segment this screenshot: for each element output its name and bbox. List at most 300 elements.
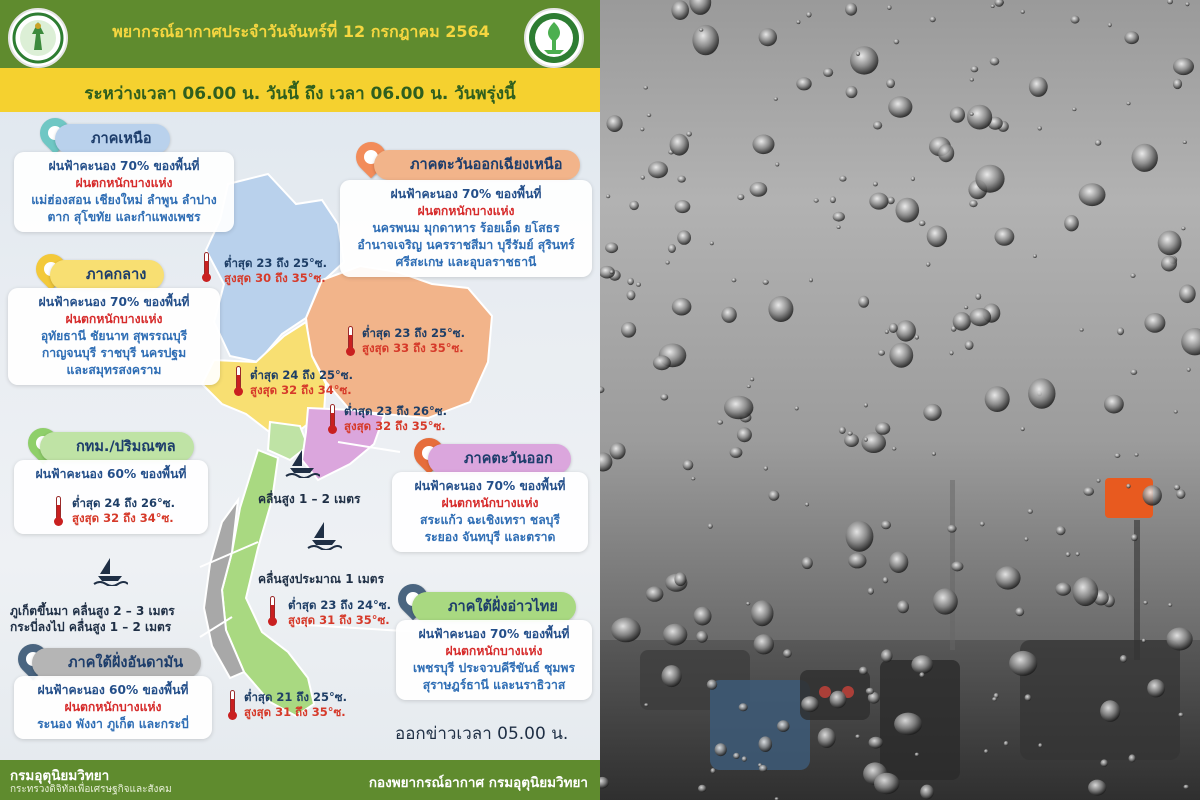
area-list: ตาก สุโขทัย และกำแพงเพชร bbox=[47, 210, 201, 224]
area-list: และสมุทรสงคราม bbox=[66, 363, 162, 377]
raindrop bbox=[866, 688, 874, 695]
raindrop bbox=[923, 404, 941, 421]
raindrop bbox=[1144, 313, 1165, 333]
raindrop bbox=[737, 427, 752, 442]
raindrop bbox=[919, 220, 926, 226]
heavy-rain-note: ฝนตกหนักบางแห่ง bbox=[64, 700, 162, 714]
raindrop bbox=[992, 697, 997, 701]
forecast-box-northeast bbox=[340, 180, 592, 277]
raindrop bbox=[764, 466, 768, 471]
raindrop bbox=[837, 225, 841, 229]
raindrop bbox=[600, 386, 604, 393]
raindrop bbox=[600, 453, 612, 472]
thermometer-icon bbox=[328, 404, 337, 434]
raindrop bbox=[967, 105, 992, 130]
raindrop bbox=[1174, 485, 1180, 491]
raindrop bbox=[627, 278, 634, 285]
boat-icon bbox=[284, 448, 320, 478]
raindrop bbox=[823, 68, 833, 77]
raindrop bbox=[878, 350, 885, 356]
raindrop bbox=[1174, 410, 1178, 414]
raindrop bbox=[796, 77, 811, 90]
rain-chance: ฝนฟ้าคะนอง 70% ของพื้นที่ bbox=[48, 159, 200, 173]
raindrop bbox=[858, 296, 869, 308]
raindrop bbox=[663, 624, 687, 646]
raindrop bbox=[881, 649, 893, 662]
raindrop bbox=[644, 703, 648, 706]
raindrop bbox=[1038, 743, 1042, 747]
temp-low: ต่ำสุด 21 ถึง 25°ซ. bbox=[244, 690, 347, 704]
raindrop bbox=[1100, 759, 1108, 766]
thermometer-icon bbox=[54, 496, 63, 526]
raindrop bbox=[660, 394, 668, 401]
temperature-central bbox=[250, 368, 353, 398]
raindrop bbox=[1056, 526, 1066, 535]
heavy-rain-note: ฝนตกหนักบางแห่ง bbox=[417, 204, 515, 218]
raindrop bbox=[1176, 489, 1185, 499]
raindrop bbox=[1181, 328, 1200, 355]
raindrop bbox=[1132, 144, 1158, 172]
raindrop bbox=[965, 340, 974, 350]
raindrop bbox=[1088, 780, 1106, 796]
raindrop bbox=[668, 244, 676, 253]
rain-chance: ฝนฟ้าคะนอง 60% ของพื้นที่ bbox=[35, 467, 187, 481]
temp-high: สูงสุด 32 ถึง 34°ซ. bbox=[250, 383, 352, 397]
raindrop bbox=[1015, 607, 1024, 616]
raindrop bbox=[1115, 453, 1121, 458]
raindrop bbox=[1130, 369, 1137, 375]
raindrop bbox=[970, 112, 974, 116]
raindrop bbox=[980, 521, 985, 526]
heavy-rain-note: ฝนตกหนักบางแห่ง bbox=[75, 176, 173, 190]
raindrop bbox=[611, 618, 641, 643]
rain-chance: ฝนฟ้าคะนอง 70% ของพื้นที่ bbox=[418, 627, 570, 641]
region-tag-central: ภาคกลาง bbox=[50, 260, 164, 290]
wave-lower-gulf: คลื่นสูงประมาณ 1 เมตร bbox=[258, 572, 385, 586]
thermometer-icon bbox=[228, 690, 237, 720]
raindrop bbox=[692, 25, 719, 55]
raindrop bbox=[896, 320, 916, 341]
raindrop bbox=[814, 198, 819, 202]
heavy-rain-note: ฝนตกหนักบางแห่ง bbox=[445, 644, 543, 658]
raindrop bbox=[1126, 484, 1130, 489]
raindrop bbox=[607, 115, 623, 132]
temperature-south-andaman bbox=[244, 690, 347, 720]
area-list: ระนอง พังงา ภูเก็ต และกระบี่ bbox=[37, 717, 189, 731]
raindrop bbox=[641, 175, 645, 179]
raindrop bbox=[717, 420, 723, 425]
area-list: ระยอง จันทบุรี และตราด bbox=[424, 530, 556, 544]
raindrop bbox=[864, 437, 868, 441]
raindrop bbox=[694, 607, 712, 626]
raindrop bbox=[1072, 108, 1076, 112]
raindrop bbox=[686, 131, 692, 136]
raindrop bbox=[1168, 603, 1172, 607]
raindrop bbox=[897, 600, 909, 613]
raindrop bbox=[796, 20, 800, 24]
department-name: กรมอุตุนิยมวิทยา bbox=[10, 768, 110, 784]
raindrop bbox=[1080, 328, 1084, 332]
raindrop bbox=[777, 720, 789, 732]
raindrop bbox=[801, 696, 819, 712]
raindrop bbox=[742, 756, 747, 761]
raindrop bbox=[636, 282, 641, 287]
raindrop bbox=[1142, 639, 1146, 643]
raindrop bbox=[795, 406, 799, 410]
raindrop bbox=[855, 735, 860, 739]
thermometer-icon bbox=[346, 326, 355, 356]
raindrop bbox=[896, 198, 920, 223]
raindrop bbox=[715, 743, 727, 756]
raindrop bbox=[1095, 140, 1101, 146]
division-name: กองพยากรณ์อากาศ กรมอุตุนิยมวิทยา bbox=[368, 775, 588, 791]
wave-upper-gulf: คลื่นสูง 1 – 2 เมตร bbox=[258, 492, 361, 506]
blue-car-blur bbox=[710, 680, 810, 770]
raindrop bbox=[947, 525, 956, 533]
raindrop bbox=[1120, 655, 1127, 663]
raindrop bbox=[927, 226, 947, 248]
raindrop bbox=[759, 28, 777, 46]
raindrop bbox=[975, 165, 1004, 193]
raindrop bbox=[1187, 367, 1191, 371]
temp-high: สูงสุด 31 ถึง 35°ซ. bbox=[288, 613, 390, 627]
raindrop bbox=[1055, 583, 1071, 596]
raindrop bbox=[990, 57, 1000, 65]
raindrop bbox=[750, 377, 754, 381]
raindrop bbox=[970, 78, 974, 82]
rain-on-windshield-photo bbox=[600, 0, 1200, 800]
raindrop bbox=[1066, 552, 1071, 557]
government-emblem-logo bbox=[8, 8, 68, 68]
area-list: นครพนม มุกดาหาร ร้อยเอ็ด ยโสธร bbox=[372, 221, 560, 235]
raindrop bbox=[751, 600, 774, 626]
raindrop bbox=[1147, 679, 1165, 697]
raindrop bbox=[1004, 741, 1009, 746]
raindrop bbox=[707, 680, 717, 690]
raindrop bbox=[1021, 427, 1025, 431]
raindrop bbox=[610, 443, 626, 460]
raindrop bbox=[926, 262, 930, 267]
temp-low: ต่ำสุด 23 ถึง 25°ซ. bbox=[362, 326, 465, 340]
rain-chance: ฝนฟ้าคะนอง 70% ของพื้นที่ bbox=[414, 479, 566, 493]
raindrop bbox=[995, 566, 1020, 589]
raindrop bbox=[848, 553, 866, 568]
raindrop bbox=[984, 749, 988, 753]
temp-low: ต่ำสุด 23 ถึง 26°ซ. bbox=[344, 404, 447, 418]
temp-high: สูงสุด 32 ถึง 34°ซ. bbox=[72, 511, 174, 525]
raindrop bbox=[640, 127, 644, 131]
raindrop bbox=[1173, 58, 1194, 75]
raindrop bbox=[1076, 552, 1080, 556]
raindrop bbox=[674, 572, 686, 586]
raindrop bbox=[710, 241, 714, 245]
region-tag-south-andaman: ภาคใต้ฝั่งอันดามัน bbox=[32, 648, 201, 678]
raindrop bbox=[711, 768, 716, 774]
raindrop bbox=[1097, 479, 1101, 483]
raindrop bbox=[1179, 285, 1196, 304]
raindrop bbox=[845, 3, 857, 16]
raindrop bbox=[856, 51, 860, 56]
raindrop bbox=[677, 176, 685, 183]
raindrop bbox=[610, 270, 614, 274]
raindrop bbox=[647, 113, 651, 117]
temp-low: ต่ำสุด 24 ถึง 25°ซ. bbox=[250, 368, 353, 382]
raindrop bbox=[1104, 395, 1124, 414]
raindrop bbox=[662, 665, 682, 687]
raindrop bbox=[964, 306, 968, 310]
raindrop bbox=[627, 290, 636, 300]
raindrop bbox=[648, 161, 668, 178]
raindrop bbox=[833, 212, 845, 222]
raindrop bbox=[969, 308, 991, 326]
raindrop bbox=[737, 194, 744, 200]
raindrop bbox=[911, 655, 933, 674]
raindrop bbox=[889, 323, 898, 333]
area-list: สระแก้ว ฉะเชิงเทรา ชลบุรี bbox=[420, 513, 560, 527]
raindrop bbox=[753, 135, 775, 155]
raindrop bbox=[1126, 102, 1130, 106]
raindrop bbox=[830, 691, 847, 709]
raindrop bbox=[1079, 183, 1106, 206]
raindrop bbox=[672, 298, 692, 316]
raindrop bbox=[861, 432, 886, 453]
raindrop bbox=[775, 162, 779, 166]
raindrop bbox=[885, 330, 889, 334]
raindrop bbox=[919, 672, 924, 677]
raindrop bbox=[1167, 0, 1173, 4]
forecast-box-south-gulf bbox=[396, 620, 592, 700]
raindrop bbox=[696, 631, 708, 643]
truck-blur bbox=[1020, 640, 1180, 760]
raindrop bbox=[888, 96, 912, 117]
issued-time: ออกข่าวเวลา 05.00 น. bbox=[395, 724, 569, 744]
raindrop bbox=[629, 201, 639, 210]
raindrop bbox=[724, 396, 753, 420]
region-tag-northeast: ภาคตะวันออกเฉียงเหนือ bbox=[374, 150, 580, 180]
raindrop bbox=[1024, 537, 1028, 541]
raindrop bbox=[868, 588, 874, 595]
temp-high: สูงสุด 33 ถึง 35°ซ. bbox=[362, 341, 464, 355]
raindrop bbox=[1183, 141, 1187, 144]
raindrop bbox=[691, 477, 695, 480]
raindrop bbox=[894, 713, 922, 736]
raindrop bbox=[769, 490, 780, 501]
raindrop bbox=[1173, 79, 1182, 89]
tmd-emblem-logo bbox=[524, 8, 584, 68]
raindrop bbox=[653, 355, 671, 370]
raindrop bbox=[670, 134, 689, 156]
area-list: แม่ฮ่องสอน เชียงใหม่ ลำพูน ลำปาง bbox=[31, 193, 217, 207]
raindrop bbox=[683, 460, 694, 471]
raindrop bbox=[915, 753, 919, 757]
rain-chance: ฝนฟ้าคะนอง 70% ของพื้นที่ bbox=[390, 187, 542, 201]
temp-high: สูงสุด 30 ถึง 35°ซ. bbox=[224, 271, 326, 285]
raindrop bbox=[839, 427, 846, 434]
raindrop bbox=[991, 5, 995, 8]
temp-low: ต่ำสุด 24 ถึง 26°ซ. bbox=[72, 496, 175, 510]
raindrop bbox=[1021, 10, 1025, 14]
raindrop bbox=[859, 667, 868, 675]
raindrop bbox=[750, 182, 768, 197]
raindrop bbox=[873, 121, 882, 129]
ministry-name: กระทรวงดิจิทัลเพื่อเศรษฐกิจและสังคม bbox=[10, 784, 172, 795]
raindrop bbox=[874, 773, 899, 794]
raindrop bbox=[708, 523, 713, 528]
raindrop bbox=[818, 728, 836, 748]
tail-light bbox=[819, 686, 831, 698]
raindrop bbox=[1143, 485, 1162, 505]
raindrop bbox=[889, 551, 908, 573]
raindrop bbox=[938, 144, 954, 162]
raindrop bbox=[875, 422, 890, 435]
thermometer-icon bbox=[234, 366, 243, 396]
raindrop bbox=[1124, 31, 1139, 44]
area-list: อำนาจเจริญ นครราชสีมา บุรีรัมย์ สุรินทร์ bbox=[357, 238, 575, 252]
raindrop bbox=[985, 386, 1010, 412]
wave-andaman-north: ภูเก็ตขึ้นมา คลื่นสูง 2 – 3 เมตร bbox=[10, 604, 175, 618]
raindrop bbox=[759, 736, 773, 752]
raindrop bbox=[605, 243, 618, 254]
forecast-box-central bbox=[8, 288, 220, 385]
raindrop bbox=[839, 176, 846, 182]
raindrop bbox=[754, 634, 774, 654]
raindrop bbox=[889, 343, 913, 368]
raindrop bbox=[932, 452, 936, 456]
raindrop bbox=[883, 577, 889, 583]
area-list: กาญจนบุรี ราชบุรี นครปฐม bbox=[41, 346, 187, 360]
raindrop bbox=[698, 785, 706, 792]
raindrop bbox=[746, 602, 750, 605]
raindrop bbox=[1028, 509, 1033, 514]
raindrop bbox=[995, 0, 1004, 7]
raindrop bbox=[805, 502, 809, 506]
raindrop bbox=[774, 97, 778, 101]
raindrop bbox=[747, 385, 751, 388]
raindrop bbox=[802, 557, 813, 569]
temp-low: ต่ำสุด 23 ถึง 25°ซ. bbox=[224, 256, 327, 270]
area-list: อุทัยธานี ชัยนาท สุพรรณบุรี bbox=[40, 329, 188, 343]
area-list: เพชรบุรี ประจวบคีรีขันธ์ ชุมพร bbox=[412, 661, 576, 675]
raindrop bbox=[1161, 256, 1177, 272]
raindrop bbox=[911, 177, 915, 182]
raindrop bbox=[671, 0, 689, 20]
raindrop bbox=[806, 12, 811, 18]
heavy-rain-note: ฝนตกหนักบางแห่ง bbox=[441, 496, 539, 510]
raindrop bbox=[1029, 77, 1048, 97]
raindrop bbox=[699, 28, 703, 31]
raindrop bbox=[830, 196, 836, 203]
temperature-east bbox=[344, 404, 447, 434]
raindrop bbox=[930, 16, 936, 22]
raindrop bbox=[1185, 2, 1189, 6]
raindrop bbox=[621, 322, 636, 338]
raindrop bbox=[732, 278, 737, 282]
raindrop bbox=[1178, 713, 1183, 717]
raindrop bbox=[846, 86, 858, 98]
raindrop bbox=[675, 200, 691, 213]
raindrop bbox=[850, 46, 878, 74]
temp-high: สูงสุด 32 ถึง 35°ซ. bbox=[344, 419, 446, 433]
raindrop bbox=[733, 753, 740, 759]
raindrop bbox=[666, 261, 670, 265]
rain-chance: ฝนฟ้าคะนอง 70% ของพื้นที่ bbox=[38, 295, 190, 309]
raindrop bbox=[1143, 601, 1147, 605]
region-tag-south-gulf: ภาคใต้ฝั่งอ่าวไทย bbox=[412, 592, 576, 622]
temperature-northeast bbox=[362, 326, 465, 356]
raindrop bbox=[969, 200, 977, 207]
temp-high: สูงสุด 31 ถึง 35°ซ. bbox=[244, 705, 346, 719]
forecast-box-south-andaman bbox=[14, 676, 212, 739]
forecast-box-north bbox=[14, 152, 234, 232]
raindrop bbox=[892, 447, 896, 451]
raindrop bbox=[1038, 126, 1042, 131]
raindrop bbox=[881, 521, 891, 530]
raindrop bbox=[920, 785, 934, 800]
raindrop bbox=[846, 521, 874, 552]
raindrop bbox=[1025, 694, 1032, 701]
raindrop bbox=[763, 280, 769, 285]
raindrop bbox=[1131, 534, 1138, 541]
temp-low: ต่ำสุด 23 ถึง 24°ซ. bbox=[288, 598, 391, 612]
raindrop bbox=[951, 561, 963, 571]
raindrop bbox=[689, 0, 711, 15]
boat-icon bbox=[306, 520, 342, 550]
rain-chance: ฝนฟ้าคะนอง 60% ของพื้นที่ bbox=[37, 683, 189, 697]
raindrop bbox=[873, 182, 878, 187]
rain-scene bbox=[600, 0, 1200, 800]
raindrop bbox=[759, 765, 767, 772]
raindrop bbox=[1130, 273, 1135, 278]
raindrop bbox=[606, 194, 610, 198]
region-tag-bangkok: กทม./ปริมณฑล bbox=[40, 432, 194, 462]
raindrop bbox=[783, 649, 792, 658]
raindrop bbox=[869, 737, 883, 749]
temperature-south-gulf bbox=[288, 598, 391, 628]
raindrop bbox=[886, 79, 895, 89]
raindrop bbox=[848, 431, 853, 435]
raindrop bbox=[844, 434, 859, 447]
raindrop bbox=[721, 307, 736, 323]
page-title: พยากรณ์อากาศประจำวันจันทร์ที่ 12 กรกฎาคม 2564 bbox=[112, 22, 490, 41]
raindrop bbox=[809, 278, 813, 283]
raindrop bbox=[894, 39, 900, 44]
raindrop bbox=[1167, 628, 1193, 651]
raindrop bbox=[869, 193, 888, 210]
region-tag-north: ภาคเหนือ bbox=[55, 124, 170, 154]
thermometer-icon bbox=[268, 596, 277, 626]
raindrop bbox=[739, 703, 748, 711]
raindrop bbox=[864, 403, 868, 408]
raindrop bbox=[1028, 378, 1055, 408]
raindrop bbox=[643, 86, 648, 90]
raindrop bbox=[1071, 16, 1080, 24]
raindrop bbox=[887, 5, 892, 10]
raindrop bbox=[1100, 700, 1120, 722]
raindrop bbox=[915, 335, 919, 340]
raindrop bbox=[1117, 327, 1124, 335]
raindrop bbox=[1184, 785, 1189, 789]
raindrop bbox=[1108, 23, 1112, 28]
heavy-rain-note: ฝนตกหนักบางแห่ง bbox=[65, 312, 163, 326]
boat-icon bbox=[92, 556, 128, 586]
raindrop bbox=[1083, 487, 1094, 496]
raindrop bbox=[1158, 231, 1182, 256]
raindrop bbox=[1073, 577, 1099, 606]
raindrop bbox=[730, 447, 743, 458]
raindrop bbox=[1009, 651, 1037, 676]
raindrop bbox=[646, 586, 664, 601]
raindrop bbox=[949, 351, 953, 356]
